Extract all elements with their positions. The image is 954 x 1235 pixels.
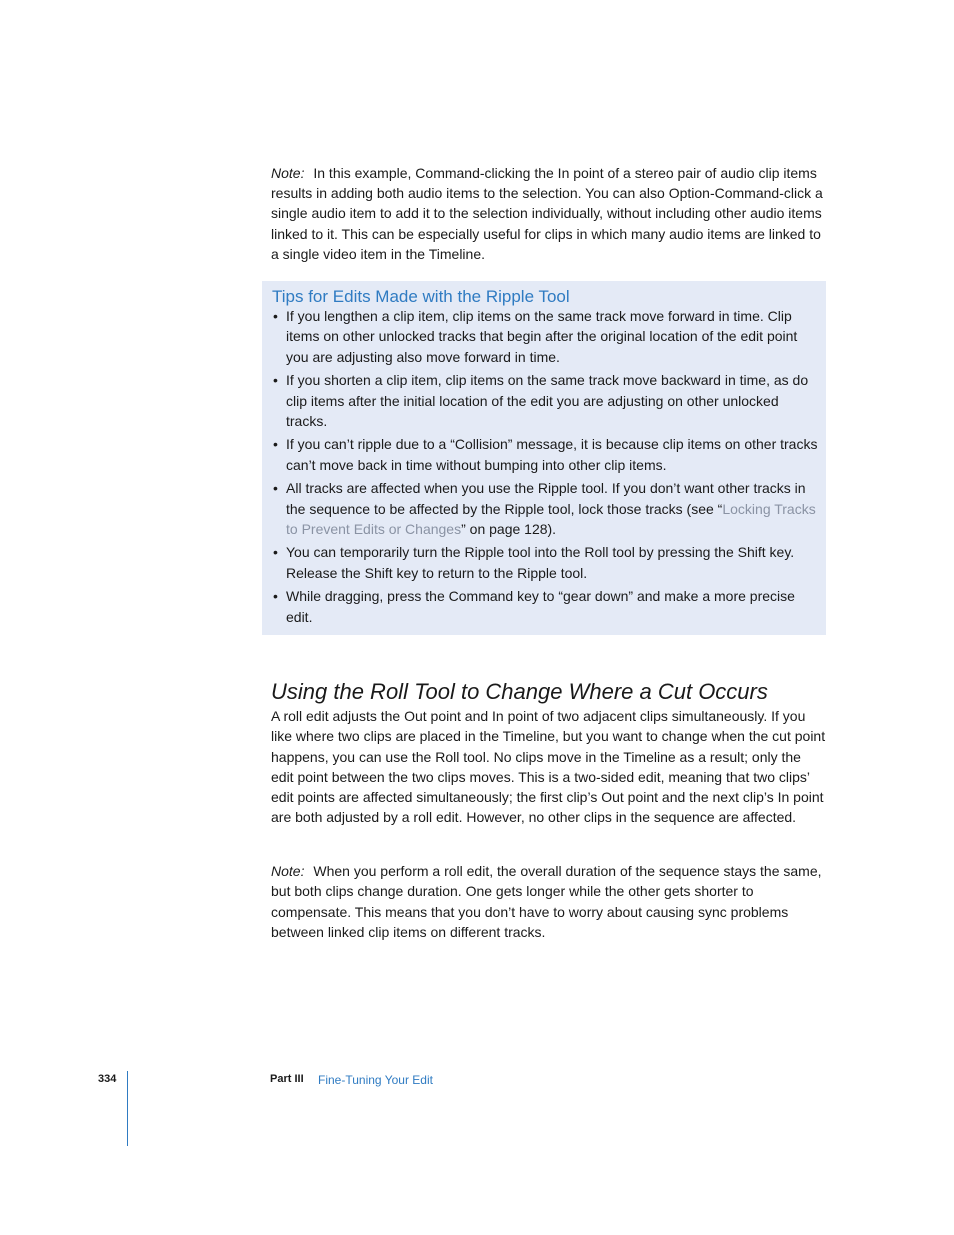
list-item bbox=[271, 542, 819, 583]
footer-part: Part III bbox=[270, 1073, 304, 1085]
footer-divider bbox=[127, 1071, 128, 1146]
list-item bbox=[271, 306, 819, 367]
tips-list bbox=[271, 306, 819, 630]
list-item bbox=[271, 370, 819, 431]
list-item bbox=[271, 434, 819, 475]
tips-box bbox=[262, 281, 826, 635]
list-item-text-before: All tracks are affected when you use the Ripple tool. If you don’t want other tracks in the sequence to be affected by the Ripple tool, lock those tracks (see “ bbox=[286, 480, 806, 517]
note-bottom bbox=[271, 861, 827, 942]
list-item-text: You can temporarily turn the Ripple tool into the Roll tool by pressing the Shift key. Release the Shift key to return to the Ripple tool. bbox=[286, 544, 795, 581]
list-item-text: If you shorten a clip item, clip items on the same track move backward in time, as do clip items after the initial location of the edit you are adjusting on other unlocked tracks. bbox=[286, 372, 809, 430]
note-text: In this example, Command-clicking the In point of a stereo pair of audio clip items results in adding both audio items to the selection. You can also Option-Command-click a single audio item to add it to the selection individually, without including other audio items linked to it. This can be especially useful for clips in which many audio items are linked to a single video item in the Timeline. bbox=[271, 165, 823, 262]
tips-title: Tips for Edits Made with the Ripple Tool bbox=[272, 287, 570, 306]
note-label: Note: bbox=[271, 165, 305, 181]
bullet-icon: • bbox=[273, 436, 278, 453]
list-item bbox=[271, 478, 819, 539]
bullet-icon: • bbox=[273, 480, 278, 497]
bullet-icon: • bbox=[273, 372, 278, 389]
list-item-text: If you lengthen a clip item, clip items on the same track move forward in time. Clip items on other unlocked tracks that begin after the original location of the edit point you are adjusting also move forward in time. bbox=[286, 308, 798, 365]
bullet-icon: • bbox=[273, 308, 278, 324]
page-number: 334 bbox=[98, 1073, 117, 1085]
list-item-text-after: ” on page 128). bbox=[461, 521, 557, 538]
bullet-icon: • bbox=[273, 544, 278, 561]
section-heading: Using the Roll Tool to Change Where a Cut Occurs bbox=[271, 679, 768, 704]
list-item-text: If you can’t ripple due to a “Collision” message, it is because clip items on other tracks can’t move back in time without bumping into other clip items. bbox=[286, 436, 818, 473]
footer-chapter-link[interactable]: Fine-Tuning Your Edit bbox=[318, 1073, 433, 1087]
note-top bbox=[271, 163, 827, 264]
list-item bbox=[271, 586, 819, 627]
note-label: Note: bbox=[271, 863, 305, 879]
section-body: A roll edit adjusts the Out point and In point of two adjacent clips simultaneously. If you like where two clips are placed in the Timeline, but you want to change when the cut point happens, you can use the Roll tool. No clips move in the Timeline as a result; only the edit point between the two clips moves. This is a two-sided edit, meaning that two clips’ edit points are affected simultaneously; the first clip’s Out point and the next clip’s In point are both adjusted by a roll edit. However, no other clips in the sequence are affected. bbox=[271, 708, 826, 826]
cross-reference-link[interactable]: Locking Tracks to Prevent Edits or Changes bbox=[286, 500, 816, 538]
note-text: When you perform a roll edit, the overall duration of the sequence stays the same, but both clips change duration. One gets longer while the other gets shorter to compensate. This means that you don’t have to worry about causing sync problems between linked clip items on different tracks. bbox=[271, 863, 822, 940]
bullet-icon: • bbox=[273, 588, 278, 605]
list-item-text: While dragging, press the Command key to “gear down” and make a more precise edit. bbox=[286, 588, 795, 625]
